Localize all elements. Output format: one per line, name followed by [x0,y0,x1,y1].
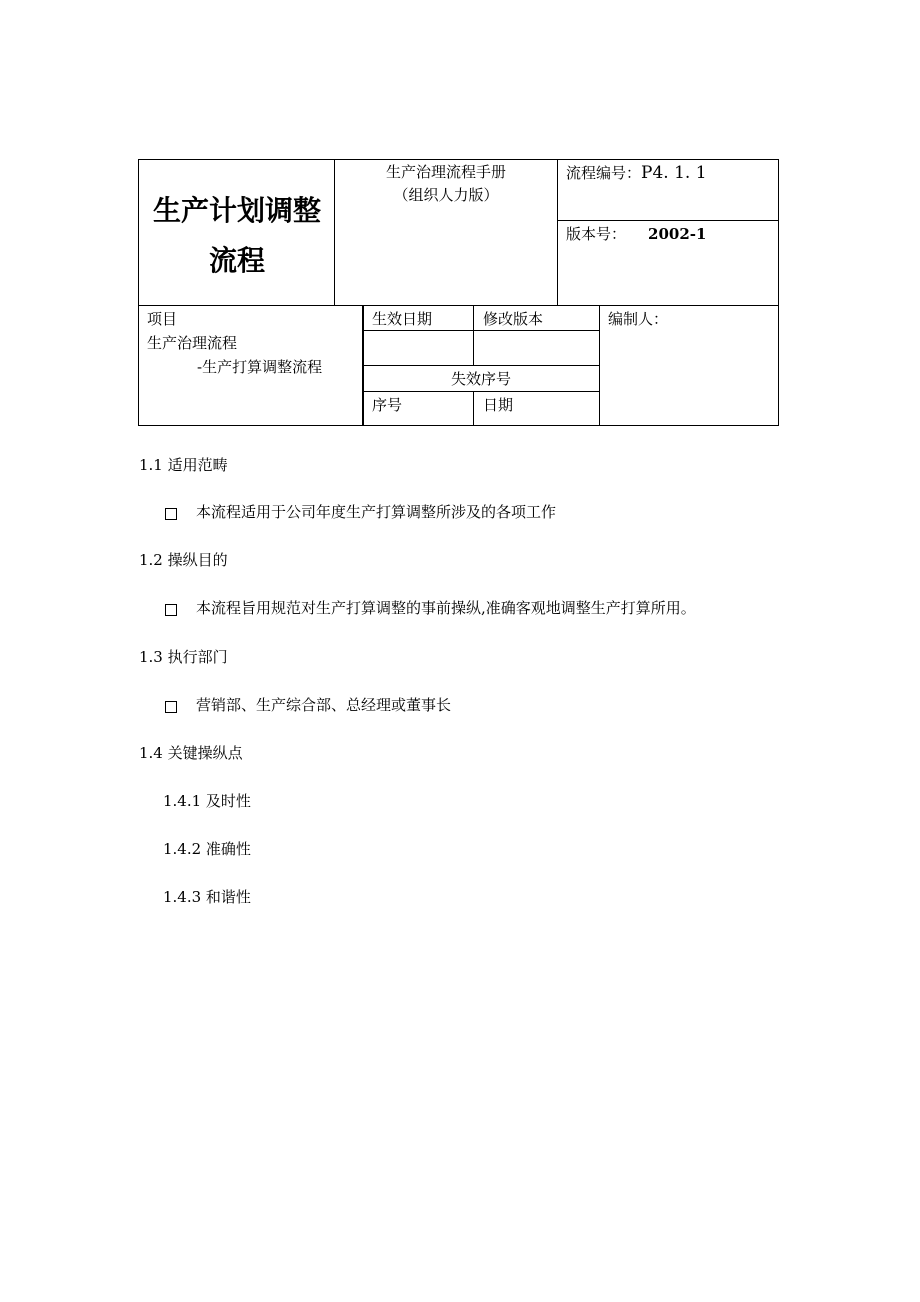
section-bullet-text: 本流程适用于公司年度生产打算调整所涉及的各项工作 [196,503,557,521]
key-point-item: 1.4.1 及时性 [163,792,251,810]
checkbox-icon [165,508,177,520]
key-point-item: 1.4.3 和谐性 [163,888,251,906]
item-label: 项目 [147,310,178,328]
document-title-line1: 生产计划调整 [152,194,321,227]
revision-value-cell [473,330,600,366]
item-subprocess-name: -生产打算调整流程 [197,358,323,376]
key-point-item: 1.4.2 准确性 [163,840,251,858]
section-bullet-departments [165,696,451,714]
section-bullet-scope [165,503,556,521]
version-label: 版本号： [566,225,627,243]
process-number-value: P4. 1. 1 [641,163,707,183]
process-number [566,164,707,182]
manual-edition: （组织人力版） [393,186,499,204]
section-bullet-purpose [165,599,696,617]
effective-date-label: 生效日期 [372,310,433,328]
invalid-number-label: 失效序号 [450,370,511,388]
section-bullet-text: 营销部、生产综合部、总经理或董事长 [196,696,452,714]
effective-date-value-cell [362,330,474,366]
manual-name: 生产治理流程手册 [385,163,506,181]
section-heading-departments: 1.3 执行部门 [139,648,228,666]
document-title-line2: 流程 [208,244,265,277]
item-process-name: 生产治理流程 [147,334,238,352]
header-manual-cell [334,159,558,306]
section-heading-scope: 1.1 适用范畴 [139,456,228,474]
section-heading-key-points: 1.4 关键操纵点 [139,744,243,762]
revision-label: 修改版本 [483,310,544,328]
checkbox-icon [165,701,177,713]
section-heading-purpose: 1.2 操纵目的 [139,551,228,569]
seq-label: 序号 [372,396,403,414]
document-title [140,186,334,286]
version-number [566,225,706,243]
version-value: 2002-1 [648,225,707,243]
process-number-label: 流程编号： [566,164,642,182]
editor-label: 编制人： [608,310,669,328]
checkbox-icon [165,604,177,616]
section-bullet-text: 本流程旨用规范对生产打算调整的事前操纵,准确客观地调整生产打算所用。 [196,599,696,617]
date-label: 日期 [483,396,514,414]
